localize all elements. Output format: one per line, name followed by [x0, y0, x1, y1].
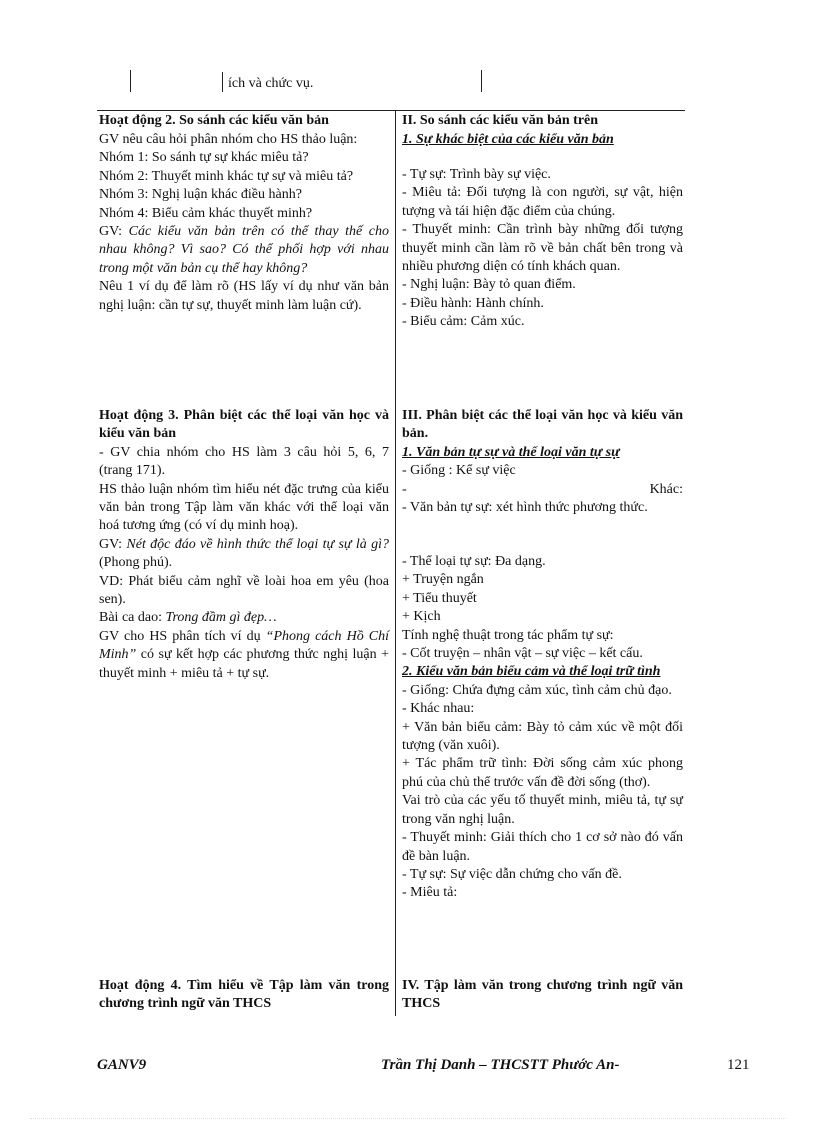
table-border [481, 70, 482, 92]
activity-2-heading: Hoạt động 2. So sánh các kiểu văn bản [99, 113, 329, 128]
gv-answer: (Phong phú). [99, 555, 173, 571]
section-3-sub-1: 1. Văn bản tự sự và thể loại văn tự sự [402, 444, 620, 460]
analysis-suffix: có sự kết hợp các phương thức nghị luận + thuyết minh + miêu tả + tự sự. [99, 647, 389, 681]
section-3-heading: III. Phân biệt các thể loại văn học và kiểu văn bản. [402, 408, 683, 442]
teacher-question-2 [99, 536, 389, 573]
role-item: - Tự sự: Sự việc dẫn chứng cho vấn đề. [402, 866, 622, 882]
genre-item: + Truyện ngắn [402, 572, 484, 588]
plot-line: - Cốt truyện – nhân vật – sự việc – kết cấu. [402, 646, 643, 662]
footer-code: GANV9 [97, 1057, 147, 1073]
page-number: 121 [727, 1057, 750, 1073]
folk-song [99, 609, 389, 627]
exposition-line: - Thuyết minh: Cần trình bày những đối tượng thuyết minh cần làm rõ về bản chất bên trong và nhiều phương diện có tính khách quan. [402, 222, 683, 275]
discussion: HS thảo luận nhóm tìm hiểu nét đặc trưng của kiểu văn bản trong Tập làm văn khác với thể loại văn hoá tương ứng (có ví dụ minh hoạ). [99, 481, 389, 534]
administrative-line: - Điều hành: Hành chính. [402, 295, 544, 311]
activity-4-heading: Hoạt động 4. Tìm hiểu về Tập làm văn trong chương trình ngữ văn THCS [99, 978, 389, 1012]
group-3: Nhóm 3: Nghị luận khác điều hành? [99, 187, 302, 203]
activity-3-heading: Hoạt động 3. Phân biệt các thể loại văn học và kiểu văn bản [99, 408, 389, 442]
difference-dash: - [402, 481, 407, 497]
table-border [130, 70, 131, 92]
section-3-sub-2: 2. Kiểu văn bản biểu cảm và thể loại trữ tình [402, 664, 661, 680]
footer-author: Trần Thị Danh – THCSTT Phước An- [381, 1057, 620, 1073]
activity-table [97, 110, 685, 1016]
similarity-line-2: - Giống: Chứa đựng cảm xúc, tình cảm chủ đạo. [402, 682, 672, 698]
previous-table-fragment [0, 70, 816, 96]
description-line: - Miêu tả: Đối tượng là con người, sự vật, hiện tượng và tái hiện đặc điểm của chúng. [402, 185, 683, 219]
page-bottom-rule [30, 1118, 786, 1119]
example-note: Nêu 1 ví dụ để làm rõ (HS lấy ví dụ như văn bản nghị luận: cần tự sự, thuyết minh làm luận cứ). [99, 279, 389, 313]
gv-question: Các kiểu văn bản trên có thể thay thế cho nhau không? Vì sao? Có thể phối hợp với nhau trong một văn bản cụ thể hay không? [99, 224, 390, 276]
song-prefix: Bài ca dao: [99, 610, 166, 626]
section-4-heading: IV. Tập làm văn trong chương trình ngữ văn THCS [402, 978, 683, 1012]
teacher-question [99, 223, 389, 278]
role-item: - Miêu tả: [402, 885, 458, 901]
analysis-example [99, 628, 389, 683]
column-separator [395, 111, 396, 1016]
gv-prefix: GV: [99, 536, 127, 552]
gv-question: Nét độc đáo về hình thức thể loại tự sự là gì? [126, 536, 389, 552]
narrative-line: - Tự sự: Trình bày sự việc. [402, 167, 551, 182]
analysis-title: “Phong cách Hồ Chí Minh” [99, 628, 389, 663]
artistry-line: Tính nghệ thuật trong tác phẩm tự sự: [402, 627, 614, 643]
group-1: Nhóm 1: So sánh tự sự khác miêu tả? [99, 150, 309, 166]
narrative-text-line: - Văn bản tự sự: xét hình thức phương thức. [402, 500, 648, 516]
section-2-heading: II. So sánh các kiểu văn bản trên [402, 113, 599, 128]
fragment-text: ích và chức vụ. [228, 76, 314, 91]
group-task: - GV chia nhóm cho HS làm 3 câu hỏi 5, 6, 7 (trang 171). [99, 444, 389, 479]
difference-line-2: - Khác nhau: [402, 701, 475, 717]
song-title: Trong đầm gì đẹp… [165, 610, 277, 626]
page-footer [97, 1056, 753, 1078]
group-2: Nhóm 2: Thuyết minh khác tự sự và miêu tả? [99, 168, 354, 184]
genre-item: + Kịch [402, 609, 441, 625]
role-item: - Thuyết minh: Giải thích cho 1 cơ sở nào đó vấn đề bàn luận. [402, 830, 683, 864]
genre-line: - Thể loại tự sự: Đa dạng. [402, 554, 546, 569]
expressive-line: - Biểu cảm: Cảm xúc. [402, 314, 525, 330]
group-question: GV nêu câu hỏi phân nhóm cho HS thảo luận: [99, 132, 358, 147]
genre-item: + Tiểu thuyết [402, 590, 477, 606]
group-4: Nhóm 4: Biểu cảm khác thuyết minh? [99, 205, 313, 221]
table-border [222, 72, 223, 92]
section-2-subheading: 1. Sự khác biệt của các kiểu văn bản [402, 132, 614, 147]
gv-prefix: GV: [99, 224, 129, 240]
argument-line: - Nghị luận: Bày tỏ quan điểm. [402, 277, 576, 293]
difference-item: + Văn bản biểu cảm: Bày tỏ cảm xúc về một đối tượng (văn xuôi). [402, 719, 683, 754]
difference-label: Khác: [649, 481, 683, 497]
vd-example: VD: Phát biểu cảm nghĩ về loài hoa em yêu (hoa sen). [99, 573, 389, 608]
role-line: Vai trò của các yếu tố thuyết minh, miêu tả, tự sự trong văn nghị luận. [402, 793, 683, 827]
difference-item: + Tác phẩm trữ tình: Đời sống cảm xúc phong phú của chủ thể trước vấn đề đời sống (thơ). [402, 756, 683, 790]
difference-line [402, 481, 683, 499]
similarity-line: - Giống : Kể sự việc [402, 463, 516, 479]
analysis-prefix: GV cho HS phân tích ví dụ [99, 628, 266, 644]
